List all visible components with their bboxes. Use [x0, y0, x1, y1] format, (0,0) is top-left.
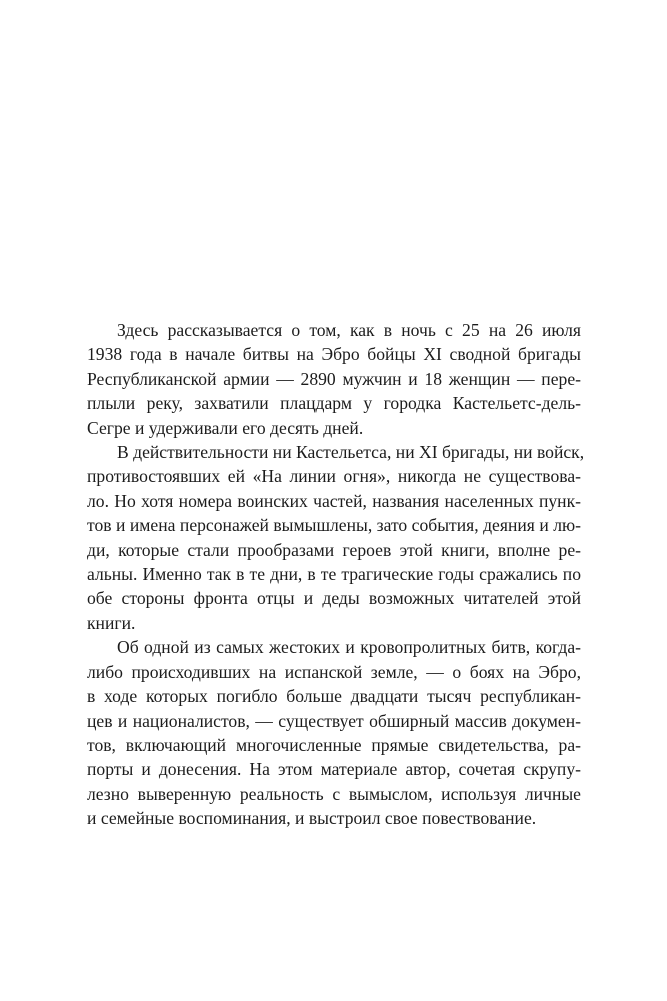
text-line: цев и националистов, — существует обширный массив докумен-: [87, 710, 581, 731]
text-line: ло. Но хотя номера воинских частей, названия населенных пунк-: [87, 490, 581, 511]
text-line: ди, которые стали прообразами героев этой книги, вполне ре-: [87, 539, 581, 560]
text-line: Сегре и удерживали его десять дней.: [87, 417, 364, 438]
body-text: [87, 318, 585, 831]
text-line: плыли реку, захватили плацдарм у городка Кастельетс-дель-: [87, 393, 581, 414]
text-line: Об одной из самых жестоких и кровопролитных битв, когда-: [117, 637, 581, 658]
paragraph-3: [87, 635, 581, 830]
text-line: тов и имена персонажей вымышлены, зато события, деяния и лю-: [87, 515, 581, 536]
text-line: книги.: [87, 612, 136, 633]
paragraph-1: [87, 318, 581, 440]
text-line: порты и донесения. На этом материале автор, сочетая скрупу-: [87, 759, 581, 780]
text-line: 1938 года в начале битвы на Эбро бойцы XI сводной бригады: [87, 344, 581, 365]
text-line: и семейные воспоминания, и выстроил свое повествование.: [87, 808, 537, 829]
text-line: Здесь рассказывается о том, как в ночь с 25 на 26 июля: [117, 320, 581, 340]
text-line: лезно выверенную реальность с вымыслом, используя личные: [87, 783, 581, 804]
paragraph-2: [87, 440, 585, 635]
text-line: обе стороны фронта отцы и деды возможных читателей этой: [87, 588, 581, 609]
text-line: противостоявших ей «На линии огня», никогда не существова-: [87, 466, 581, 487]
text-line: либо происходивших на испанской земле, — о боях на Эбро,: [87, 661, 581, 682]
text-line: тов, включающий многочисленные прямые свидетельства, ра-: [87, 734, 581, 755]
text-line: Республиканской армии — 2890 мужчин и 18 женщин — пере-: [87, 368, 581, 389]
text-line: в ходе которых погибло больше двадцати тысяч республикан-: [87, 686, 581, 707]
text-line: альны. Именно так в те дни, в те трагические годы сражались по: [87, 564, 581, 585]
text-line: В действительности ни Кастельетса, ни XI бригады, ни войск,: [117, 442, 585, 463]
